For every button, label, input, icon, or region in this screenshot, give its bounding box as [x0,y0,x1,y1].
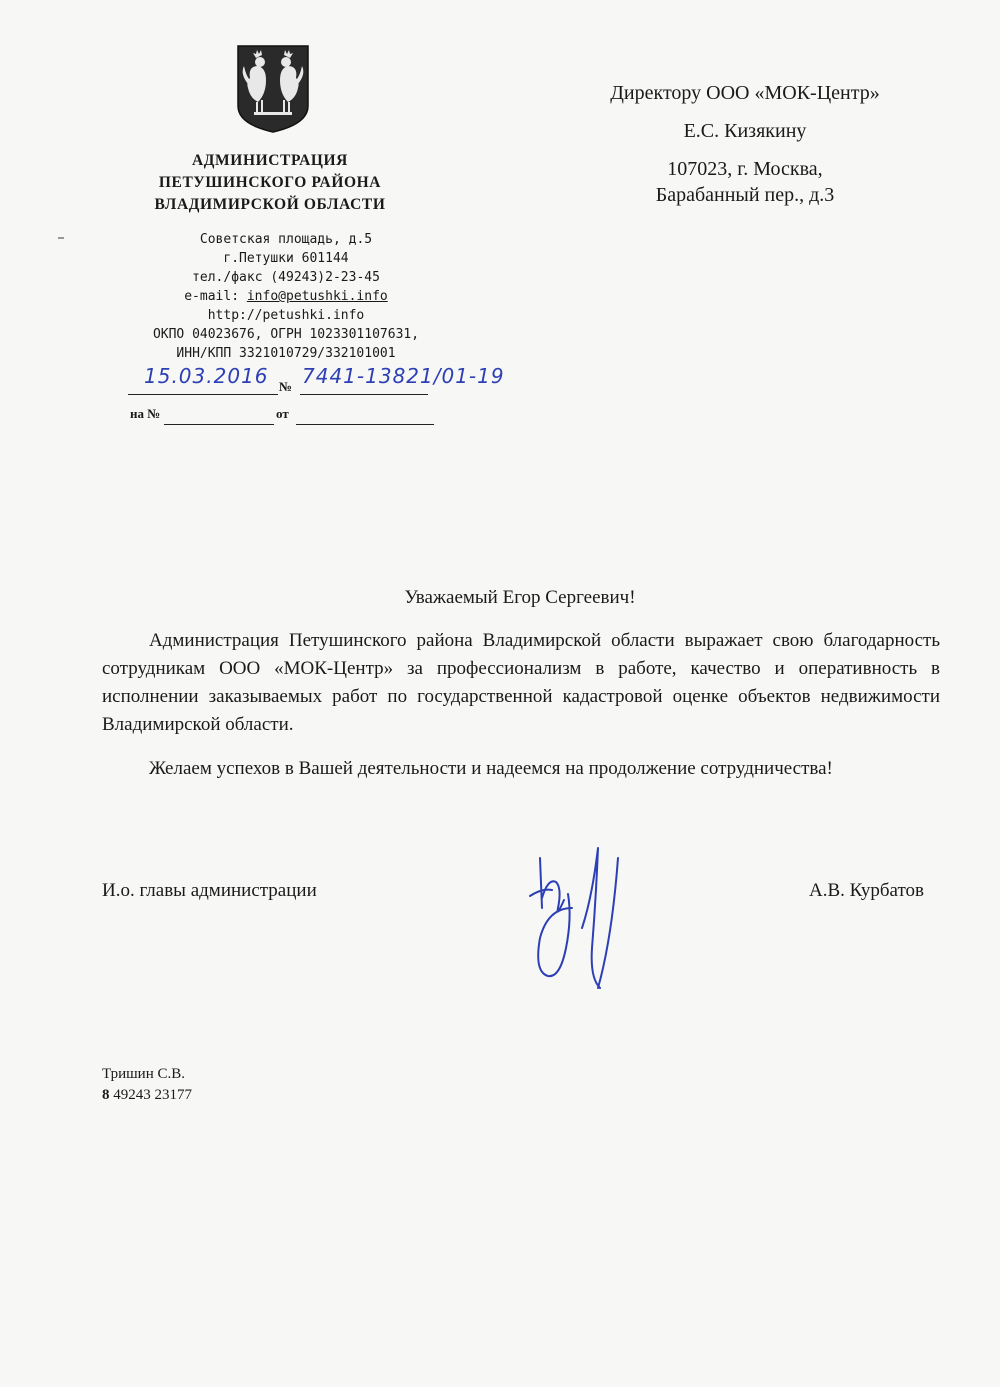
org-phone: тел./факс (49243)2-23-45 [192,270,380,285]
org-city: г.Петушки 601144 [223,251,349,266]
body-paragraph-1: Администрация Петушинского района Владимирской области выражает свою благодарность сотрудникам ООО «МОК-Центр» за профессионализм в работе, качество и оперативность в исполнении заказываемых работ по государственной кадастровой оценке объектов недвижимости Владимирской области. [102,630,940,735]
reference-number-underline [164,424,274,425]
org-inn: ИНН/КПП 3321010729/332101001 [176,346,396,361]
addressee-title: Директору ООО «МОК-Центр» [610,82,880,104]
organization-contacts [100,230,472,363]
email-label: e-mail: [184,289,247,304]
signatory-position: И.о. главы администрации [102,880,317,901]
executor-phone [102,1085,192,1106]
addressee-postcode-city: 107023, г. Москва, [667,158,823,180]
salutation: Уважаемый Егор Сергеевич! [404,587,636,608]
org-website[interactable]: http://petushki.info [207,308,365,323]
phone-number: 49243 23177 [109,1087,192,1103]
org-address: Советская площадь, д.5 [199,232,373,247]
number-underline [300,394,428,395]
executor-block [102,1064,192,1106]
org-okpo: ОКПО 04023676, ОГРН 1023301107631, [152,327,420,342]
coat-of-arms-icon [236,44,310,134]
addressee-block [560,80,930,220]
addressee-street: Барабанный пер., д.3 [655,184,835,206]
body-paragraph-2: Желаем успехов в Вашей деятельности и надеемся на продолжение сотрудничества! [149,758,833,779]
executor-name: Тришин С.В. [102,1066,185,1082]
org-line-2: ПЕТУШИНСКОГО РАЙОНА [158,174,382,191]
handwritten-signature-icon [522,838,642,998]
phone-prefix: 8 [102,1087,110,1103]
registration-number: 7441-13821/01-19 [302,364,505,388]
org-line-3: ВЛАДИМИРСКОЙ ОБЛАСТИ [154,196,386,213]
scan-speck [58,237,64,239]
addressee-name: Е.С. Кизякину [683,120,807,142]
reference-date-underline [296,424,434,425]
registration-date: 15.03.2016 [144,364,269,388]
org-line-1: АДМИНИСТРАЦИЯ [192,152,348,169]
reference-line [128,404,438,430]
reference-number-label: на № [130,406,161,421]
org-email-line [100,287,472,306]
reference-date-label: от [276,406,289,421]
organization-name [100,150,440,216]
email-link[interactable]: info@petushki.info [246,289,388,304]
number-label: № [279,379,293,394]
date-underline [128,394,278,395]
signatory-name: А.В. Курбатов [808,880,924,901]
registration-line [128,364,505,398]
